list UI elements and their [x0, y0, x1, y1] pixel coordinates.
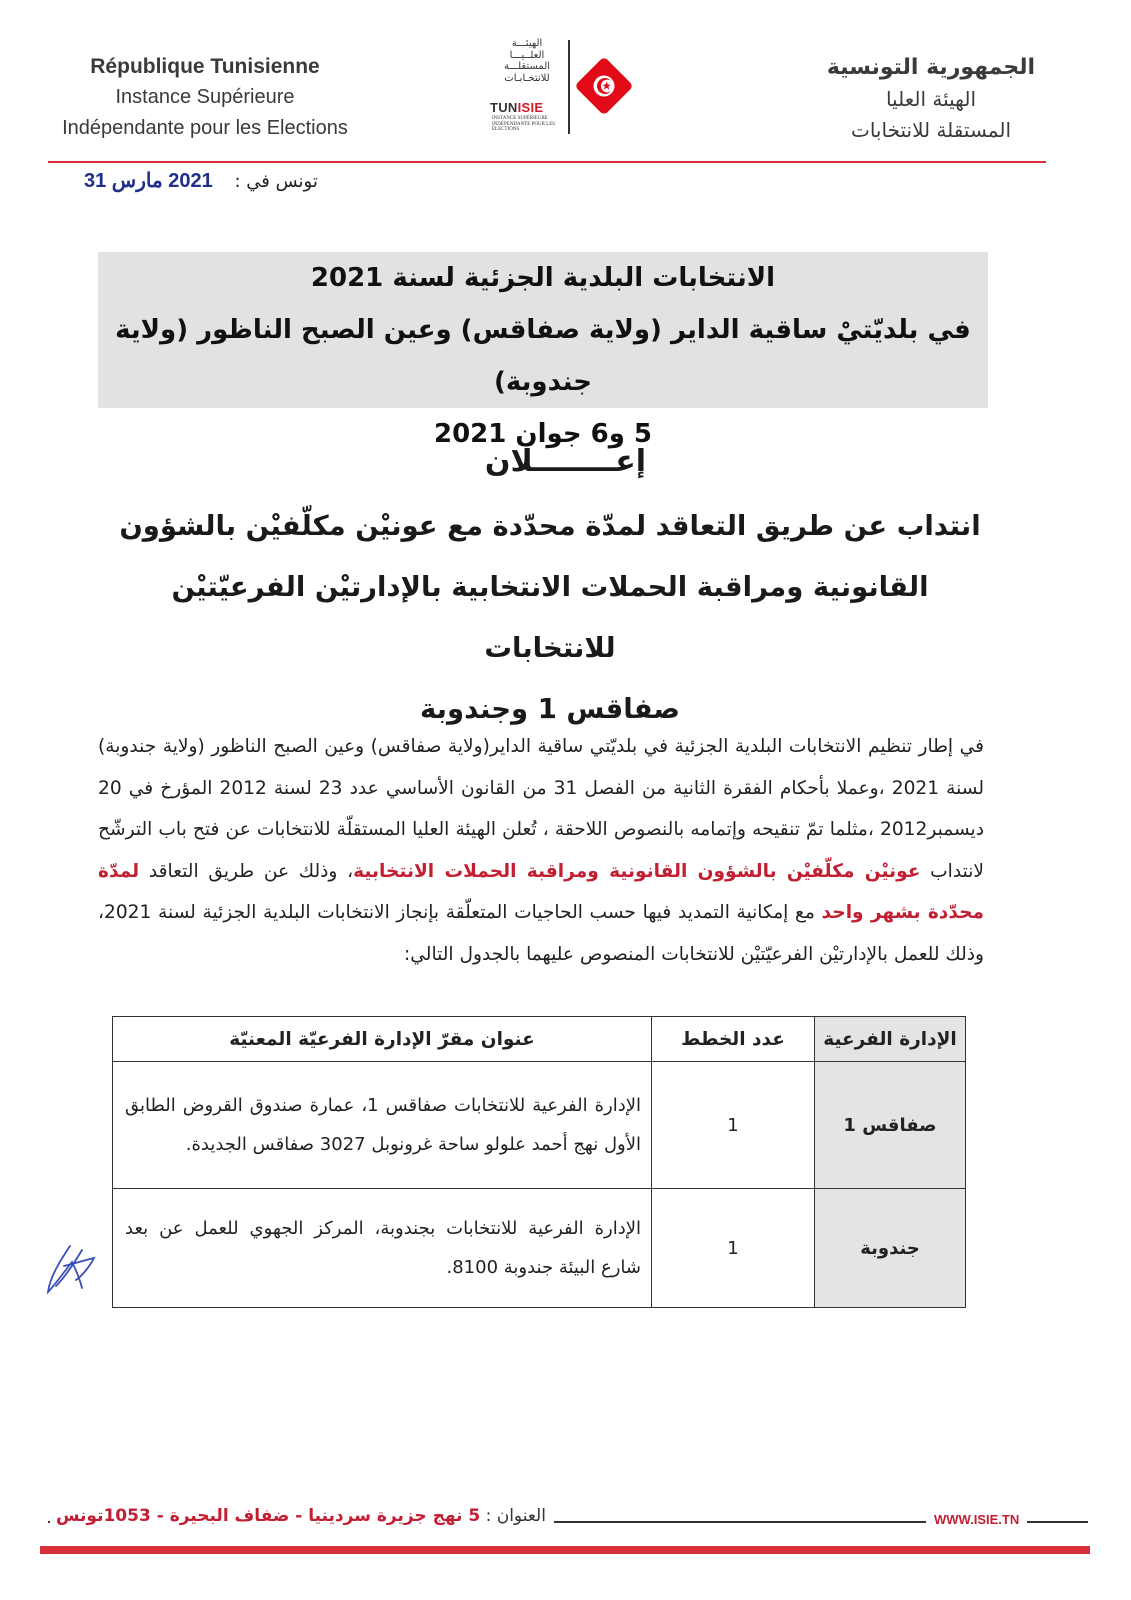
logo-ar-line: الهيئـــة [511, 38, 543, 49]
header-fr-republic: République Tunisienne [90, 55, 320, 78]
cell-branch: جندوبة [815, 1189, 966, 1308]
logo-ar-line: العلــيـــا [509, 49, 545, 61]
body-part-1: في إطار تنظيم الانتخابات البلدية الجزئية في بلديّتي ساقية الداير(ولاية صفاقس) وعين الصبح الناظور (ولاية جندوبة) لسنة 2021 ،وعملا بأحكام الفقرة الثانية من الفصل 31 من القانون الأساسي عدد 23 لسنة 2012 المؤرخ في 20 ديسمبر2012 ،مثلما تمّ تنقيحه وإتمامه بالنصوص اللاحقة ، تُعلن الهيئة العليا المستقلّة للانتخابات عن فتح باب الترشّح لانتداب [98, 736, 984, 882]
body-highlight-positions: عونيْن مكلّفيْن بالشؤون القانونية ومراقبة الحملات الانتخابية [353, 860, 921, 882]
table-row [113, 1189, 966, 1308]
header-fr-elections: Indépendante pour les Elections [62, 117, 348, 139]
cell-address: الإدارة الفرعية للانتخابات بجندوبة، المركز الجهوي للعمل عن بعد شارع البيئة جندوبة 8100. [113, 1189, 652, 1308]
logo-small-caption: INSTANCE SUPÉRIEURE INDÉPENDANTE POUR LES ÉLECTIONS [492, 116, 556, 132]
subject-line-1: انتداب عن طريق التعاقد لمدّة محدّدة مع عونيْن مكلّفيْن بالشؤون [119, 510, 981, 542]
title-line-3: 5 و6 جوان 2021 [433, 419, 653, 449]
offices-table [112, 1016, 966, 1308]
date-stamp: 2021 مارس 31 [84, 170, 213, 192]
col-header-address: عنوان مقرّ الإدارة الفرعيّة المعنيّة [113, 1017, 652, 1062]
footer-accent-bar [40, 1546, 1090, 1554]
date-label: تونس في : [234, 171, 318, 192]
date-line [84, 168, 318, 193]
logo-divider [568, 40, 570, 134]
footer-address [50, 1506, 554, 1526]
logo-ar-line: المستقلـــة [503, 61, 551, 72]
cell-positions: 1 [652, 1189, 815, 1308]
body-part-3: مع إمكانية التمديد فيها حسب الحاجيات المتعلّقة بإنجاز الانتخابات البلدية الجزئية لسنة 2021، وذلك للعمل بالإدارتيْن الفرعيّتيْن للانتخابات المنصوص عليهما بالجدول التالي: [98, 902, 984, 965]
footer-address-text: 5 نهج جزيرة سردينيا - ضفاف البحيرة - 1053تونس [56, 1506, 481, 1526]
tunisia-flag-icon [574, 56, 634, 116]
announcement-heading: إعــــــــلان [484, 444, 647, 479]
header-ar-elections: المستقلة للانتخابات [850, 118, 1012, 142]
subject-line-3: صفاقس 1 وجندوبة [420, 693, 680, 725]
footer-address-label: العنوان : [485, 1506, 546, 1526]
footer-website-link[interactable]: WWW.ISIE.TN [926, 1512, 1027, 1527]
logo-tun: TUN [490, 100, 518, 115]
isie-logo [488, 38, 638, 138]
cell-branch: صفاقس 1 [815, 1062, 966, 1189]
subject-heading [110, 496, 990, 740]
header-divider [48, 161, 1046, 163]
header-fr-instance: Instance Supérieure [115, 86, 295, 108]
signature-initials [42, 1236, 112, 1300]
subject-line-2: القانونية ومراقبة الحملات الانتخابية بالإدارتيْن الفرعيّتيْن للانتخابات [171, 571, 929, 664]
logo-ar-line: للانتخـابـات [504, 72, 550, 84]
title-box [98, 252, 988, 449]
logo-arabic-text [488, 38, 566, 84]
body-highlight-duration: لمدّة محدّدة بشهر واحد [98, 860, 984, 923]
table-header-row [113, 1017, 966, 1062]
logo-isie: ISIE [517, 100, 544, 115]
body-part-2: ، وذلك عن طريق التعاقد [148, 860, 354, 882]
header-ar-instance: الهيئة العليا [885, 87, 977, 111]
col-header-positions: عدد الخطط [652, 1017, 815, 1062]
body-paragraph [98, 726, 984, 975]
title-line-2: في بلديّتيْ ساقية الداير (ولاية صفاقس) وعين الصبح الناظور (ولاية جندوبة) [115, 315, 971, 397]
header-arabic [801, 52, 1061, 146]
cell-positions: 1 [652, 1062, 815, 1189]
header-french [40, 52, 370, 144]
title-line-1: الانتخابات البلدية الجزئية لسنة 2021 [310, 263, 776, 293]
header-ar-republic: الجمهورية التونسية [826, 55, 1036, 80]
col-header-branch: الإدارة الفرعية [815, 1017, 966, 1062]
cell-address: الإدارة الفرعية للانتخابات صفاقس 1، عمارة صندوق القروض الطابق الأول نهج أحمد علولو ساحة غرونوبل 3027 صفاقس الجديدة. [113, 1062, 652, 1189]
logo-wordmark [490, 100, 543, 115]
table-row [113, 1062, 966, 1189]
